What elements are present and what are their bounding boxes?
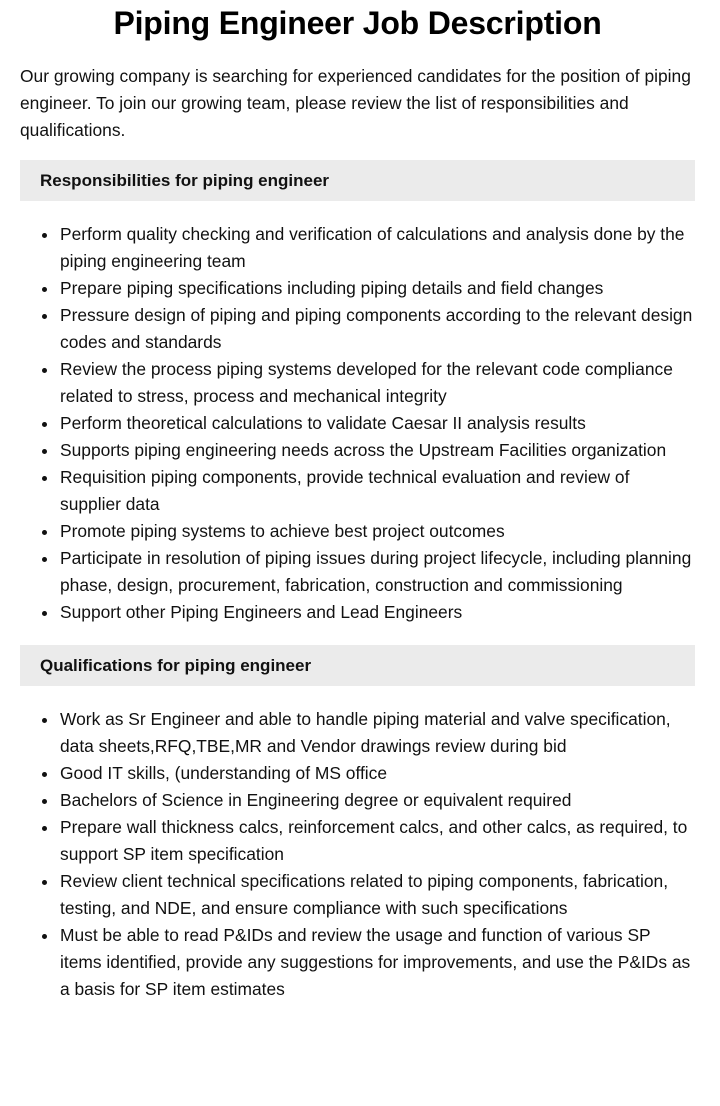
list-item: Promote piping systems to achieve best project outcomes [60,518,695,545]
qualifications-header: Qualifications for piping engineer [20,645,695,686]
list-item: Perform quality checking and verification of calculations and analysis done by the piping engineering team [60,221,695,275]
page-title: Piping Engineer Job Description [113,5,602,41]
spacer [20,626,695,636]
list-item: Bachelors of Science in Engineering degree or equivalent required [60,787,695,814]
list-item: Prepare wall thickness calcs, reinforcement calcs, and other calcs, as required, to support SP item specification [60,814,695,868]
list-item: Work as Sr Engineer and able to handle piping material and valve specification, data sheets,RFQ,TBE,MR and Vendor drawings review during bid [60,706,695,760]
list-item: Supports piping engineering needs across the Upstream Facilities organization [60,437,695,464]
responsibilities-header: Responsibilities for piping engineer [20,160,695,201]
list-item: Pressure design of piping and piping components according to the relevant design codes and standards [60,302,695,356]
list-item: Perform theoretical calculations to validate Caesar II analysis results [60,410,695,437]
list-item: Must be able to read P&IDs and review the usage and function of various SP items identified, provide any suggestions for improvements, and use the P&IDs as a basis for SP item estimates [60,922,695,1003]
list-item: Review the process piping systems developed for the relevant code compliance related to stress, process and mechanical integrity [60,356,695,410]
list-item: Participate in resolution of piping issues during project lifecycle, including planning phase, design, procurement, fabrication, construction and commissioning [60,545,695,599]
list-item: Good IT skills, (understanding of MS office [60,760,695,787]
list-item: Prepare piping specifications including piping details and field changes [60,275,695,302]
list-item: Support other Piping Engineers and Lead Engineers [60,599,695,626]
list-item: Requisition piping components, provide technical evaluation and review of supplier data [60,464,695,518]
qualifications-list [20,686,695,1003]
intro-paragraph: Our growing company is searching for experienced candidates for the position of piping engineer. To join our growing team, please review the list of responsibilities and qualifications. [20,66,691,140]
list-item: Review client technical specifications related to piping components, fabrication, testing, and NDE, and ensure compliance with such specifications [60,868,695,922]
responsibilities-list [20,201,695,626]
